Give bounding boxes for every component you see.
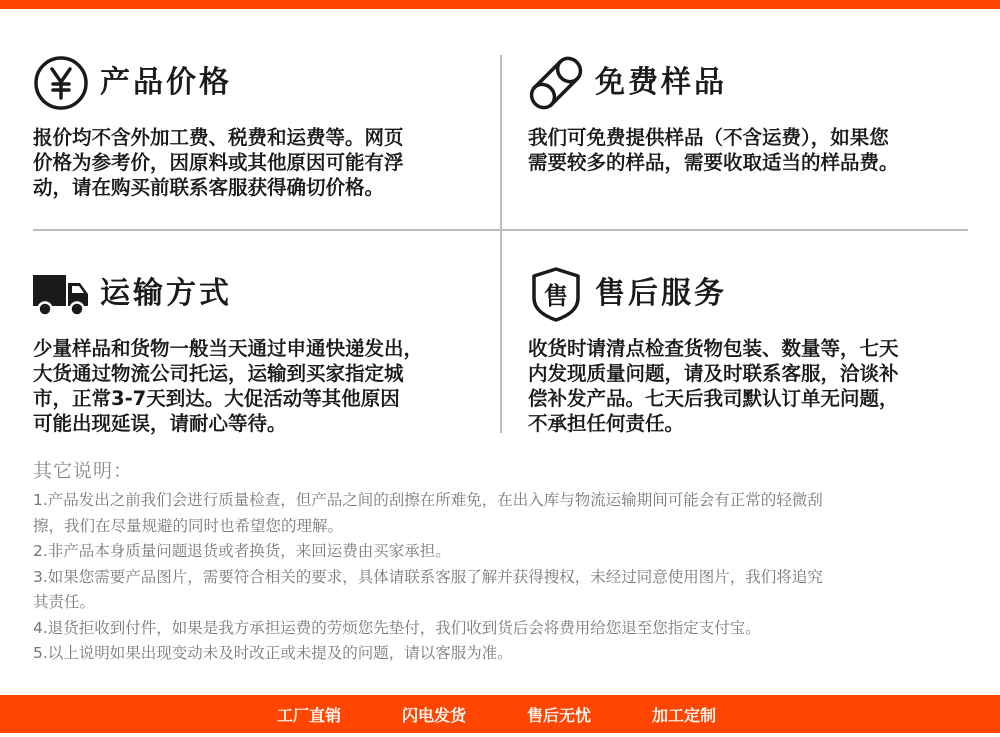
notes-line: 擦，我们在尽量规避的同时也希望您的理解。 <box>33 516 344 535</box>
service-line: 收货时请清点检查货物包装、数量等，七天 <box>528 337 899 360</box>
vertical-divider <box>500 55 502 433</box>
sample-line: 我们可免费提供样品（不含运费），如果您 <box>528 126 889 149</box>
price-line: 报价均不含外加工费、税费和运费等。网页 <box>33 126 404 149</box>
price-line: 价格为参考价，因原料或其他原因可能有浮 <box>33 151 404 174</box>
shipping-line: 少量样品和货物一般当天通过申通快递发出， <box>33 337 424 360</box>
shield-char: 售 <box>544 282 568 310</box>
service-title: 售后服务 <box>595 276 727 311</box>
truck-icon <box>33 266 89 322</box>
shipping-line: 大货通过物流公司托运，运输到买家指定城 <box>33 362 404 385</box>
shipping-title: 运输方式 <box>100 276 232 311</box>
footer-item-fast-shipping: 闪电发货 <box>402 706 467 725</box>
notes-line: 3.如果您需要产品图片，需要符合相关的要求，具体请联系客服了解并获得搜权，未经过同意使用图片，我们将追究 <box>33 567 823 586</box>
sample-description <box>528 125 968 175</box>
notes-line: 其责任。 <box>33 593 96 611</box>
service-line: 不承担任何责任。 <box>528 412 685 435</box>
notes-line: 2.非产品本身质量问题退货或者换货，来回运费由买家承担。 <box>33 542 451 560</box>
service-line: 偿补发产品。七天后我司默认订单无问题， <box>528 387 899 410</box>
service-description <box>528 336 968 436</box>
sample-roll-icon <box>528 55 584 111</box>
sample-title: 免费样品 <box>595 65 727 100</box>
top-accent-bar <box>0 0 1000 9</box>
sample-line: 需要较多的样品，需要收取适当的样品费。 <box>528 151 899 174</box>
shipping-line: 市，正常3-7天到达。大促活动等其他原因 <box>33 387 400 410</box>
horizontal-divider <box>33 229 968 231</box>
price-description <box>33 125 493 200</box>
footer-item-custom-processing: 加工定制 <box>652 706 717 725</box>
footer-banner <box>0 695 1000 733</box>
shipping-description <box>33 336 493 436</box>
shield-shou-icon <box>528 266 584 322</box>
notes-list <box>33 488 973 667</box>
service-line: 内发现质量问题，请及时联系客服，洽谈补 <box>528 362 899 385</box>
notes-line: 4.退货拒收到付件，如果是我方承担运费的劳烦您先垫付，我们收到货后会将费用给您退至您指定支付宝。 <box>33 618 761 637</box>
shipping-line: 可能出现延误，请耐心等待。 <box>33 412 287 435</box>
footer-item-factory-direct: 工厂直销 <box>277 706 342 725</box>
notes-title: 其它说明： <box>33 460 134 482</box>
footer-item-after-sales: 售后无忧 <box>527 706 592 725</box>
notes-line: 5.以上说明如果出现变动未及时改正或未提及的问题，请以客服为准。 <box>33 644 513 662</box>
yen-circle-icon <box>33 55 89 111</box>
notes-line: 1.产品发出之前我们会进行质量检查，但产品之间的刮擦在所难免，在出入库与物流运输期间可能会有正常的轻微刮 <box>33 491 823 509</box>
price-line: 动，请在购买前联系客服获得确切价格。 <box>33 176 385 199</box>
price-title: 产品价格 <box>100 65 232 100</box>
